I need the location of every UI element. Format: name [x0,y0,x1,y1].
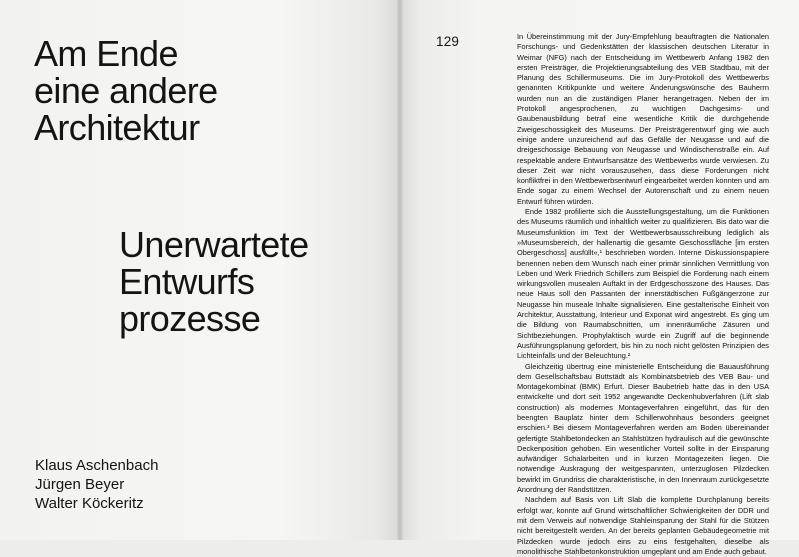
body-paragraph: Ende 1982 profilierte sich die Ausstellungsgestaltung, um die Funktionen des Museums räumlich und inhaltlich weiter zu qualifizieren. Bis dato war die Museumsfunktion im Text der Wettbewerbsausschreibung lediglich als »Museumsbereich, der hallenartig die gesamte Geschossfläche [im ersten Obergeschoss] ausfüllt«,¹ beschrieben worden. Interne Diskussionspapiere benennen neben dem Wunsch nach einer primär sinnlichen Vermittlung von Leben und Werk Friedrich Schillers zum Beispiel die Forderung nach einem wirkungsvollen musealen Auftakt in der Erdgeschosszone des Hauses. Das neue Haus soll den Passanten der innerstädtischen Fußgängerzone zur Neugasse hin museale Inhalte signalisieren. Eine gestalterische Einheit von Architektur, Ausstattung, Interieur und Exponat wird angestrebt. Es ging um die Bildung von Raumabschnitten, um innenräumliche Zäsuren und Sichtbeziehungen. Prophylaktisch wurde ein Zugriff auf die beginnende Ausführungsplanung gefordert, bis hin zu noch nicht gelösten Prinzipien des Lichteinfalls und der Beleuchtung.² [517,207,769,361]
chapter-subtitle [119,226,308,337]
body-paragraph: In Übereinstimmung mit der Jury-Empfehlung beauftragten die Nationalen Forschungs- und Gedenkstätten der klassischen deutschen Literatur in Weimar (NFG) nach der Entscheidung im Wettbewerb Anfang 1982 den ersten Preisträger, die Projektierungsabteilung des VEB Stadtbau, mit der Planung des Schillermuseums. Die im Jury-Protokoll des Wettbewerbs genannten Kritikpunkte und weitere Änderungswünsche des Bauherrn wurden nun an die zuständigen Planer herangetragen. Neben der im Protokoll angesprochenen, zu wuchtigen Dachgesims- und Gaubenausbildung betraf eine wesentliche Kritik die durchgehende Zweigeschossigkeit des Museums. Der Preisträgerentwurf ging wie auch einige andere unzureichend auf das Gefälle der Neugasse und auf die dreigeschossige Bebauung von Neugasse und Windischenstraße ein. Auf respektable andere Entwurfsansätze des Wettbewerbs wurde verwiesen. Zu dieser Zeit war nicht vorauszusehen, dass diese Forderungen nicht konfliktfrei in den Wettbewerbsentwurf eingearbeitet werden konnten und am Ende sogar zu einem Wechsel der Autorenschaft und zu einem neuen Entwurf führen würden. [517,32,769,206]
page-number: 129 [436,34,460,49]
chapter-subtitle-line: Entwurfs [119,261,255,302]
author-name: Klaus Aschenbach [35,457,159,474]
body-paragraph: Gleichzeitig übertrug eine ministerielle Entscheidung die Bauausführung dem Gesellschaftsbau Buttstädt als Kombinatsbetrieb des VEB Bau- und Montagekombinat (BMK) Erfurt. Dieser Baubetrieb hatte das in den USA entwickelte und dort seit 1952 angewandte Deckenhubverfahren (Lift slab construction) als modernes Montageverfahren eingeführt, das für den beengten Bauplatz hinter dem Schillerwohnhaus besonders geeignet erschien.³ Bei diesem Montageverfahren werden am Boden übereinander gefertigte Stahlbetondecken an Stahlstützen hydraulisch auf die gewünschte Deckenposition gehoben. Ein wesentlicher Vorteil sollte in der Einsparung aufwändiger Schalarbeiten und in kurzen Montagezeiten liegen. Die notwendige Auskragung der weitgespannten, unterzuglosen Pilzdecken bewirkt im Grundriss die charakteristische, in den Innenraum zurückgesetzte Anordnung der Randstützen. [517,361,769,495]
book-gutter [397,0,403,540]
body-paragraph: Nachdem auf Basis von Lift Slab die komplette Durchplanung bereits erfolgt war, konnte auf Grund wirtschaftlicher Schwierigkeiten der DDR und mit dem Verweis auf notwendige Stahleinsparung der Stahl für die Stützen nicht bereitgestellt werden. An der bereits geplanten Gebäudegeometrie mit Pilzdecken wurde jedoch eins zu eins festgehalten, dieselbe als monolithische Stahlbetonkonstruktion umgeplant und am Ende auch gebaut. [517,495,769,556]
chapter-title-line: Am Ende [34,33,178,74]
chapter-title-line: Architektur [34,107,200,148]
left-page [0,0,400,540]
chapter-title-line: eine andere [34,70,218,111]
author-list [35,456,158,513]
author-name: Walter Köckeritz [35,495,144,512]
chapter-subtitle-line: prozesse [119,298,261,339]
chapter-subtitle-line: Unerwartete [119,224,309,265]
author-name: Jürgen Beyer [35,476,125,493]
chapter-title [34,35,218,146]
body-text [517,32,769,557]
